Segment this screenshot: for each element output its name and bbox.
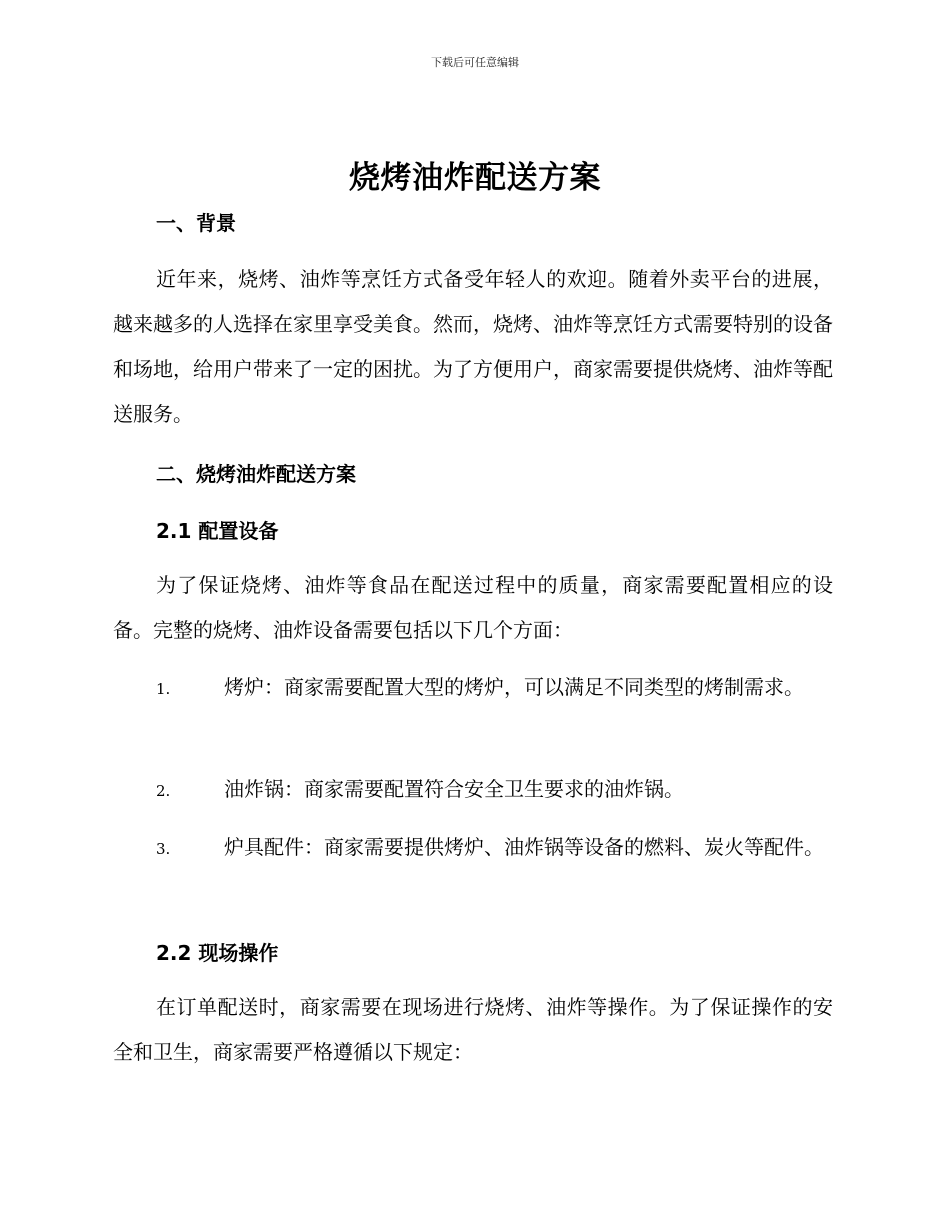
list-item (113, 665, 833, 712)
header-note: 下载后可任意编辑 (431, 56, 519, 69)
list-item-number: 3. (156, 840, 171, 858)
list-item (113, 825, 833, 872)
list-item-text: 炉具配件：商家需要提供烤炉、油炸锅等设备的燃料、炭火等配件。 (224, 835, 824, 859)
list-item (113, 767, 833, 814)
background-paragraph: 近年来，烧烤、油炸等烹饪方式备受年轻人的欢迎。随着外卖平台的进展，越来越多的人选择在家里享受美食。然而，烧烤、油炸等烹饪方式需要特别的设备和场地，给用户带来了一定的困扰。为了方便用户，商家需要提供烧烤、油炸等配送服务。 (113, 267, 833, 426)
subsection-heading-equipment: 2.1 配置设备 (156, 519, 279, 543)
onsite-operation-paragraph: 在订单配送时，商家需要在现场进行烧烤、油炸等操作。为了保证操作的安全和卫生，商家需要严格遵循以下规定： (113, 995, 833, 1064)
document-title: 烧烤油炸配送方案 (349, 160, 601, 196)
list-item-text: 烤炉：商家需要配置大型的烤炉，可以满足不同类型的烤制需求。 (224, 675, 804, 699)
subsection-heading-onsite-operation: 2.2 现场操作 (156, 941, 279, 965)
list-item-text: 油炸锅：商家需要配置符合安全卫生要求的油炸锅。 (224, 777, 684, 801)
equipment-paragraph: 为了保证烧烤、油炸等食品在配送过程中的质量，商家需要配置相应的设备。完整的烧烤、油炸设备需要包括以下几个方面： (113, 573, 833, 642)
list-item-number: 2. (156, 782, 171, 800)
list-item-number: 1. (156, 680, 171, 698)
section-heading-background: 一、背景 (156, 211, 236, 235)
section-heading-delivery-plan: 二、烧烤油炸配送方案 (156, 462, 356, 486)
